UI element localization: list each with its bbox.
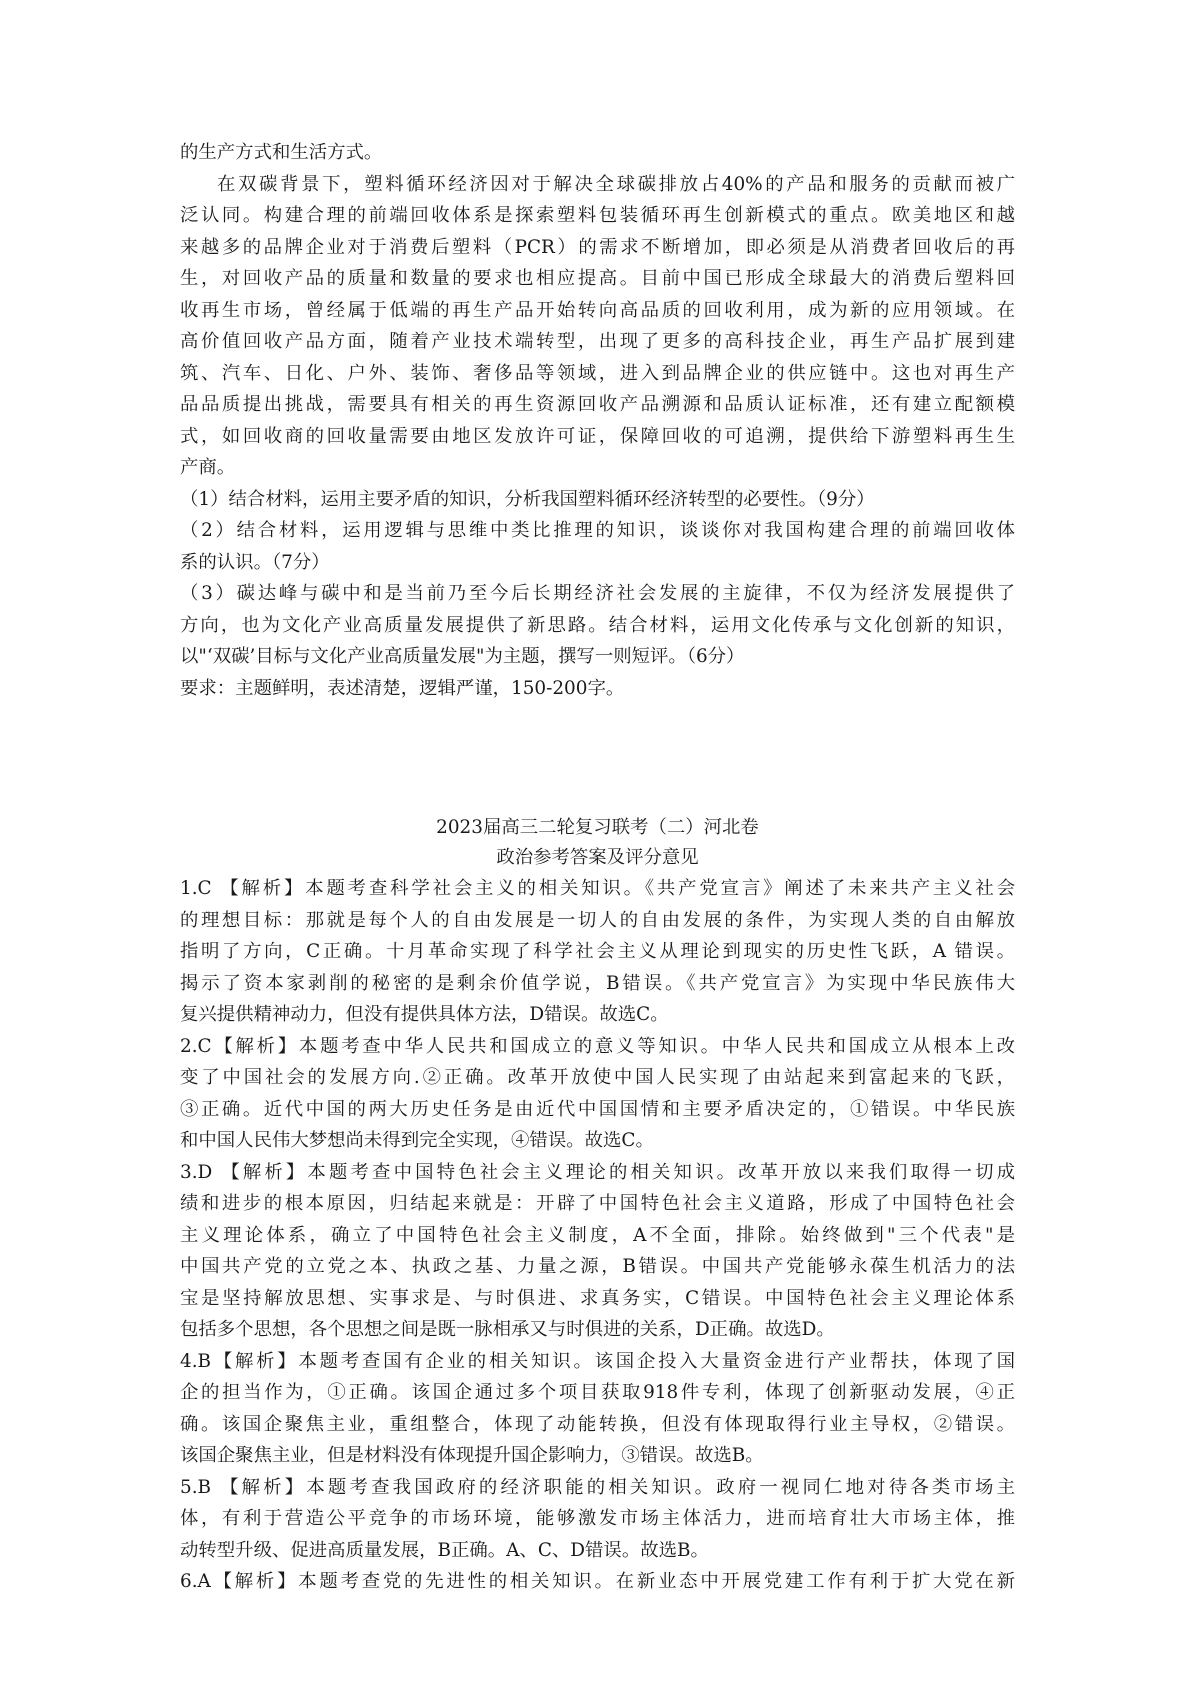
answer-text-line: 包括多个思想，各个思想之间是既一脉相承又与时俱进的关系，D正确。故选D。 bbox=[180, 1319, 835, 1340]
material-text-line: 品品质提出挑战，需要具有相关的再生资源回收产品溯源和品质认证标准，还有建立配额模 bbox=[180, 394, 1015, 415]
answer-text-line: 绩和进步的根本原因，归结起来就是：开辟了中国特色社会主义道路，形成了中国特色社会 bbox=[180, 1193, 1015, 1214]
answer-key-title: 2023届高三二轮复习联考（二）河北卷 bbox=[436, 817, 759, 838]
answer-text-line: 该国企聚焦主业，但是材料没有体现提升国企影响力，③错误。故选B。 bbox=[180, 1445, 764, 1466]
material-text-line: （2）结合材料，运用逻辑与思维中类比推理的知识，谈谈你对我国构建合理的前端回收体 bbox=[180, 520, 1015, 541]
material-text-line: 来越多的品牌企业对于消费后塑料（PCR）的需求不断增加，即必须是从消费者回收后的再 bbox=[180, 236, 1015, 258]
material-text-line: 生，对回收产品的质量和数量的要求也相应提高。目前中国已形成全球最大的消费后塑料回 bbox=[180, 268, 1015, 289]
answer-text-line: 和中国人民伟大梦想尚未得到完全实现，④错误。故选C。 bbox=[180, 1130, 654, 1151]
answer-text-line: 变了中国社会的发展方向.②正确。改革开放使中国人民实现了由站起来到富起来的飞跃， bbox=[180, 1067, 1015, 1088]
answer-text-line: 揭示了资本家剥削的秘密的是剩余价值学说，B错误。《共产党宣言》为实现中华民族伟大 bbox=[180, 972, 1015, 994]
answer-text-line: 主义理论体系，确立了中国特色社会主义制度，A不全面，排除。始终做到"三个代表"是 bbox=[180, 1224, 1015, 1246]
answer-text-line: 企的担当作为，①正确。该国企通过多个项目获取918件专利，体现了创新驱动发展，④正 bbox=[180, 1382, 1015, 1403]
answer-text-line: 4.B【解析】本题考查国有企业的相关知识。该国企投入大量资金进行产业帮扶，体现了国 bbox=[180, 1350, 1015, 1372]
answer-text-line: 中国共产党的立党之本、执政之基、力量之源，B错误。中国共产党能够永葆生机活力的法 bbox=[180, 1256, 1015, 1277]
material-text-line: 要求：主题鲜明，表述清楚，逻辑严谨，150-200字。 bbox=[180, 677, 625, 699]
answer-text-line: 确。该国企聚焦主业，重组整合，体现了动能转换，但没有体现取得行业主导权，②错误。 bbox=[180, 1413, 1015, 1435]
answer-text-line: 2.C【解析】本题考查中华人民共和国成立的意义等知识。中华人民共和国成立从根本上改 bbox=[180, 1035, 1015, 1057]
answer-key-section bbox=[180, 813, 1015, 1598]
material-text-line: 在双碳背景下，塑料循环经济因对于解决全球碳排放占40%的产品和服务的贡献而被广 bbox=[217, 173, 1015, 195]
material-text-line: 方向，也为文化产业高质量发展提供了新思路。结合材料，运用文化传承与文化创新的知识， bbox=[180, 614, 1015, 636]
material-text-line: 泛认同。构建合理的前端回收体系是探索塑料包装循环再生创新模式的重点。欧美地区和越 bbox=[180, 205, 1015, 226]
answer-key-subtitle: 政治参考答案及评分意见 bbox=[496, 847, 699, 868]
material-text-line: 系的认识。（7分） bbox=[180, 551, 330, 573]
answer-text-line: 的理想目标：那就是每个人的自由发展是一切人的自由发展的条件，为实现人类的自由解放 bbox=[180, 909, 1015, 931]
material-text-line: （3）碳达峰与碳中和是当前乃至今后长期经济社会发展的主旋律，不仅为经济发展提供了 bbox=[180, 583, 1015, 604]
answer-text-line: 1.C 【解析】本题考查科学社会主义的相关知识。《共产党宣言》阐述了未来共产主义社会 bbox=[180, 878, 1015, 899]
material-section bbox=[180, 137, 1015, 704]
answer-text-line: 体，有利于营造公平竞争的市场环境，能够激发市场主体活力，进而培育壮大市场主体，推 bbox=[180, 1508, 1015, 1529]
material-text-line: 收再生市场，曾经属于低端的再生产品开始转向高品质的回收利用，成为新的应用领域。在 bbox=[180, 299, 1015, 321]
answer-text-line: 宝是坚持解放思想、实事求是、与时俱进、求真务实，C错误。中国特色社会主义理论体系 bbox=[180, 1287, 1015, 1309]
material-text-line: 产商。 bbox=[180, 457, 236, 478]
answer-text-line: 复兴提供精神动力，但没有提供具体方法，D错误。故选C。 bbox=[180, 1004, 669, 1025]
material-text-line: 式，如回收商的回收量需要由地区发放许可证，保障回收的可追溯，提供给下游塑料再生生 bbox=[180, 425, 1015, 447]
answer-text-line: 指明了方向，C正确。十月革命实现了科学社会主义从理论到现实的历史性飞跃，A 错误。 bbox=[180, 941, 1015, 962]
material-text-line: 筑、汽车、日化、户外、装饰、奢侈品等领域，进入到品牌企业的供应链中。这也对再生产 bbox=[180, 362, 1015, 384]
answer-text-line: ③正确。近代中国的两大历史任务是由近代中国国情和主要矛盾决定的，①错误。中华民族 bbox=[180, 1098, 1015, 1120]
answer-text-line: 5.B 【解析】本题考查我国政府的经济职能的相关知识。政府一视同仁地对待各类市场主 bbox=[180, 1476, 1015, 1498]
material-text-line: （1）结合材料，运用主要矛盾的知识，分析我国塑料循环经济转型的必要性。（9分） bbox=[180, 488, 875, 510]
answer-text-line: 3.D 【解析】本题考查中国特色社会主义理论的相关知识。改革开放以来我们取得一切成 bbox=[180, 1161, 1015, 1183]
answer-text-line: 动转型升级、促进高质量发展，B正确。A、C、D错误。故选B。 bbox=[180, 1539, 709, 1561]
material-text-line: 的生产方式和生活方式。 bbox=[180, 142, 383, 163]
material-text-line: 以"‘双碳’目标与文化产业高质量发展"为主题，撰写一则短评。（6分） bbox=[180, 646, 745, 667]
material-text-line: 高价值回收产品方面，随着产业技术端转型，出现了更多的高科技企业，再生产品扩展到建 bbox=[180, 331, 1015, 352]
answer-text-line: 6.A【解析】本题考查党的先进性的相关知识。在新业态中开展党建工作有利于扩大党在新 bbox=[180, 1571, 1015, 1592]
answer-key-body bbox=[180, 873, 1015, 1598]
